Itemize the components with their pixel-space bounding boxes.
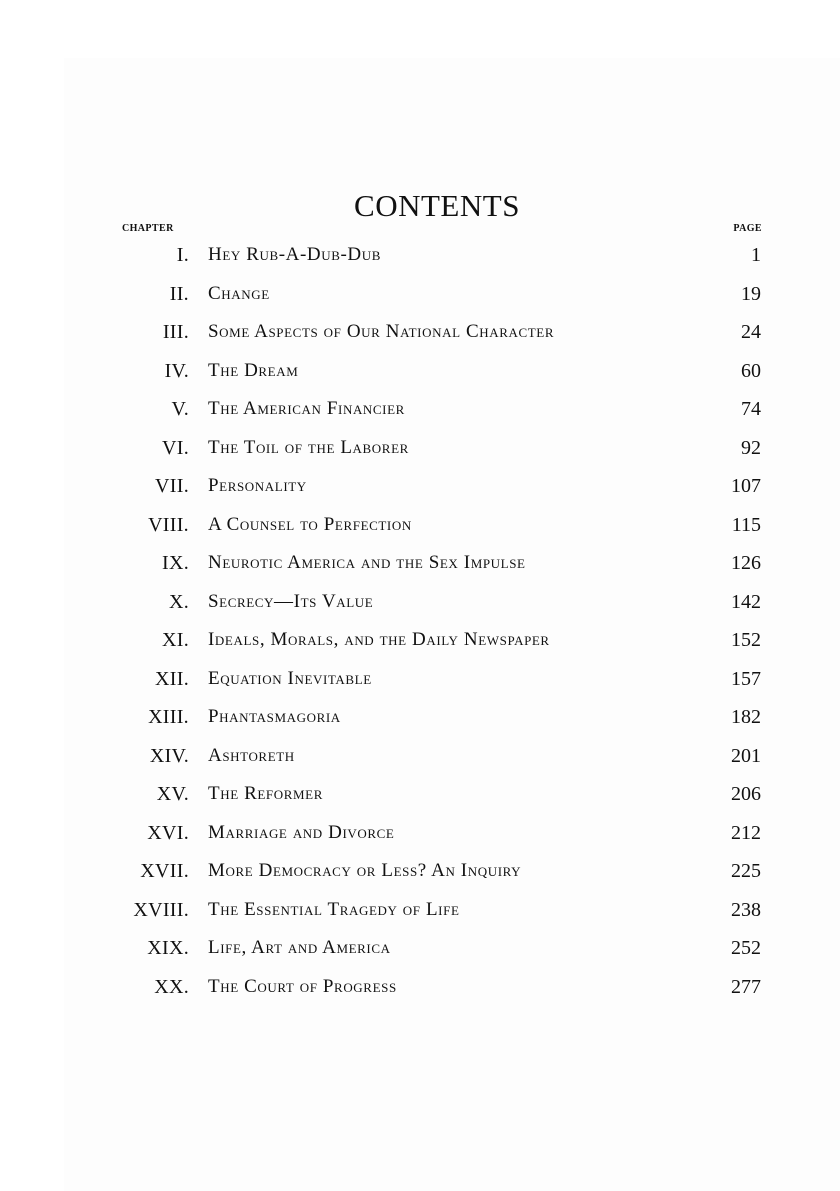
chapter-title: Equation Inevitable (208, 667, 372, 689)
page-number: 74 (741, 398, 761, 420)
page-number: 142 (731, 590, 761, 613)
chapter-number: IX. (161, 552, 189, 574)
chapter-title: Life, Art and America (208, 937, 391, 958)
page-number: 238 (731, 898, 761, 921)
chapter-number: I. (176, 244, 189, 266)
page-column-header: PAGE (733, 223, 762, 234)
chapter-number: XVIII. (133, 898, 189, 921)
page-number: 92 (741, 436, 761, 459)
chapter-number: XV. (156, 783, 189, 805)
chapter-number: XIX. (147, 937, 189, 959)
chapter-title: The Reformer (208, 783, 323, 804)
page-number: 212 (731, 821, 761, 844)
toc-entry (0, 621, 840, 659)
toc-entry (0, 698, 840, 736)
chapter-title: Secrecy—Its Value (208, 590, 374, 612)
chapter-number: VII. (155, 475, 189, 497)
toc-entry (0, 467, 840, 505)
chapter-number: XVI. (147, 821, 189, 844)
toc-entry (0, 313, 840, 351)
chapter-title: A Counsel to Perfection (208, 513, 412, 535)
chapter-title: Ashtoreth (208, 744, 295, 766)
chapter-number: II. (169, 282, 189, 305)
chapter-title: Personality (208, 475, 307, 496)
chapter-title: Change (208, 282, 270, 304)
toc-entry (0, 929, 840, 967)
contents-title: CONTENTS (354, 188, 520, 223)
chapter-title: The American Financier (208, 398, 405, 419)
toc-entry (0, 852, 840, 890)
page-number: 107 (731, 475, 761, 497)
chapter-title: The Toil of the Laborer (208, 436, 409, 458)
chapter-title: Some Aspects of Our National Character (208, 321, 555, 342)
page-number: 115 (731, 513, 761, 536)
page-number: 24 (741, 321, 761, 343)
chapter-title: Phantasmagoria (208, 706, 341, 727)
chapter-number: XI. (161, 629, 189, 651)
chapter-title: Neurotic America and the Sex Impulse (208, 552, 526, 573)
chapter-number: X. (168, 590, 189, 613)
toc-entry (0, 544, 840, 582)
toc-entry (0, 506, 840, 544)
toc-entry (0, 429, 840, 467)
toc-entry (0, 660, 840, 698)
page-number: 182 (731, 706, 761, 728)
chapter-title: The Essential Tragedy of Life (208, 898, 460, 920)
toc-entry (0, 814, 840, 852)
page-number: 277 (731, 975, 761, 998)
page-number: 1 (751, 244, 761, 266)
chapter-title: Hey Rub-A-Dub-Dub (208, 244, 381, 265)
toc-entry (0, 775, 840, 813)
page-number: 201 (731, 744, 761, 767)
chapter-title: The Court of Progress (208, 975, 397, 997)
page-number: 152 (731, 629, 761, 651)
chapter-title: Marriage and Divorce (208, 821, 395, 843)
toc-entry (0, 968, 840, 1006)
page-number: 126 (731, 552, 761, 574)
page-number: 225 (731, 860, 761, 882)
chapter-number: XII. (155, 667, 189, 690)
page-number: 157 (731, 667, 761, 690)
chapter-title: The Dream (208, 359, 299, 381)
toc-entry (0, 275, 840, 313)
toc-entry (0, 390, 840, 428)
page-number: 206 (731, 783, 761, 805)
toc-entry (0, 583, 840, 621)
chapter-number: VIII. (148, 513, 189, 536)
chapter-number: XIV. (149, 744, 189, 767)
chapter-number: IV. (164, 359, 189, 382)
page-number: 252 (731, 937, 761, 959)
chapter-column-header: CHAPTER (122, 223, 174, 234)
toc-entry (0, 737, 840, 775)
chapter-title: Ideals, Morals, and the Daily Newspaper (208, 629, 550, 650)
chapter-number: XVII. (140, 860, 189, 882)
chapter-number: V. (171, 398, 189, 420)
chapter-title: More Democracy or Less? An Inquiry (208, 860, 522, 881)
toc-entry (0, 352, 840, 390)
chapter-number: III. (162, 321, 189, 343)
chapter-number: VI. (161, 436, 189, 459)
toc-entry (0, 236, 840, 274)
page-number: 60 (741, 359, 761, 382)
chapter-number: XX. (154, 975, 189, 998)
chapter-number: XIII. (148, 706, 189, 728)
toc-entry (0, 891, 840, 929)
page-number: 19 (741, 282, 761, 305)
